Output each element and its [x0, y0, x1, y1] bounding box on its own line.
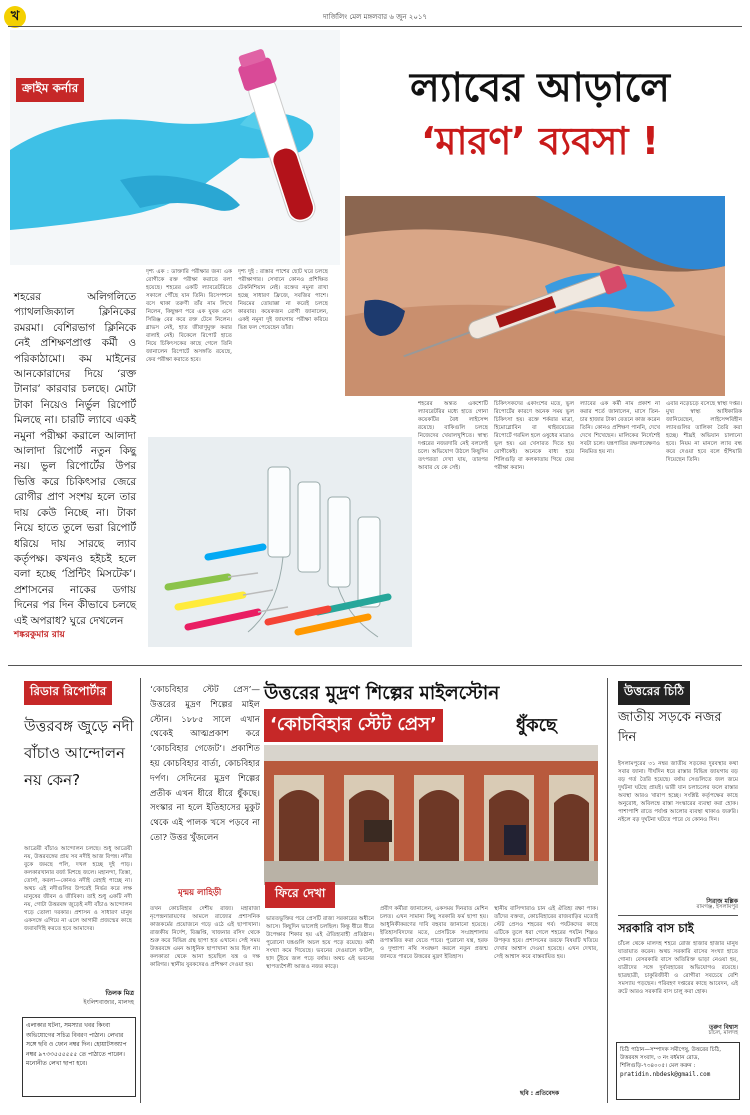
- reader-reporter-tag: রিডার রিপোর্টার: [24, 681, 112, 705]
- press-body-col-2: ভারতভুক্তির পরে প্রেসটি রাজ্য সরকারের অধীনে আসে। কিছুদিন ভালোই চলছিল। কিন্তু ধীরে ধীরে উপেক্ষার শিকার হয় এই ঐতিহ্যবাহী প্রতিষ্ঠান। পুরোনো যন্ত্রগুলি অচল হয়ে পড়ে রয়েছে। কর্মী সংখ্যা কমে গিয়েছে। ভবনের দেওয়ালে ফাটল, ছাদ চুঁইয়ে জল পড়ে বর্ষায়। অথচ এই ভবনের স্থাপত্যশৈলী আজও নজর কাড়ে।: [266, 916, 374, 970]
- col-divider-right: [607, 678, 608, 1103]
- crime-intro-text: শহরের অলিগলিতে প্যাথলজিক্যাল ক্লিনিকের রমরমা। বেশিরভাগ ক্লিনিকে নেই প্রশিক্ষণপ্রাপ্ত কর্মী ও পরিকাঠামো। কম মাইনের আনকোরাদের দিয়ে ‘রক্ত টানার’ কারবার চলছে। মোটা টাকা নিয়েও নির্ভুল রিপোর্ট মিলছে না। চারটি ল্যাবে একই নমুনা পরীক্ষা করালে আলাদা আলাদা রিপোর্ট নতুন কিছু নয়। ভুল রিপোর্টের উপর ভিত্তি করে চিকিৎসার জেরে রোগীর প্রাণ সংশয় হলে তার দায় কেউ নিচ্ছে না। টাকা নিয়ে হাতে তুলে ভরা রিপোর্ট ধরিয়ে দায় সারছে ল্যাব কর্তৃপক্ষ। কখনও হইচই হলে বলা হচ্ছে ‘প্রিন্টিং মিসটেক’। প্রশাসনের নাকের ডগায় দিনের পর দিন কীভাবে চলছে এই অপরাধ? ঘুরে দেখলেন: [14, 291, 136, 627]
- letters-address-box: [616, 1042, 740, 1100]
- crime-body-col-4: চিকিৎসকদের একাংশের মতে, ভুল রিপোর্টের কারণে অনেক সময় ভুল চিকিৎসা হয়। রক্তে শর্করার মাত্রা, হিমোগ্লোবিন বা থাইরয়েডের রিপোর্টে গরমিল হলে ওষুধের মাত্রাও ভুল হয়। এর খেসারত দিতে হয় রোগীকেই। অনেকে বাধ্য হয়ে শিলিগুড়ি বা কলকাতায় গিয়ে ফের পরীক্ষা করান।: [494, 401, 574, 471]
- reader-body: আত্রেয়ী বাঁচাও আন্দোলন চলছে। শুধু আত্রেয়ী নয়, উত্তরবঙ্গের প্রায় সব নদীই আজ বিপন্ন। নদীর বুকে জমছে পলি, দখল হচ্ছে দুই পাড়। কলকারখানার বর্জ্য মিশছে জলে। মহানন্দা, তিস্তা, তোর্সা, করলা—কোনও নদীই রেহাই পাচ্ছে না। অথচ এই নদীগুলির উপরেই নির্ভর করে লক্ষ মানুষের জীবন ও জীবিকা। তাই শুধু একটি নদী নয়, গোটা উত্তরবঙ্গ জুড়েই নদী বাঁচাও আন্দোলন গড়ে তোলা দরকার। প্রশাসন ও সাধারণ মানুষ একসঙ্গে এগিয়ে না এলে আগামী প্রজন্মের কাছে জবাবদিহি করতে হবে আমাদের।: [24, 846, 132, 932]
- reader-contribute-text: এলাকার ঘটনা, সমস্যার খবর কিংবা অভিযোগের সচিত্র বিবরণ পাঠান। লেখার সঙ্গে ছবি ও ফোন নম্বর দিন। হোয়াটসঅ্যাপ নম্বর ৯৭৩৩৫৫৫৫৫৫ তে পাঠাতে পারেন। মনোনীত লেখা ছাপা হবে।: [26, 1022, 127, 1067]
- press-body-col-4: স্থানীয় বাসিন্দারাও চান এই ঐতিহ্য রক্ষা পাক। তাঁদের বক্তব্য, কোচবিহারের রাজবাড়ির মতোই স্টেট প্রেসও শহরের গর্ব। পর্যটকদের কাছে এটিকে তুলে ধরা গেলে শহরের পর্যটন শিল্পও উপকৃত হবে। প্রশাসনের তরফে বিষয়টি খতিয়ে দেখার আশ্বাস দেওয়া হয়েছে। এখন দেখার, সেই আশ্বাস কবে বাস্তবায়িত হয়।: [494, 906, 598, 960]
- col-divider-left: [140, 678, 141, 1103]
- letters-divider: [618, 915, 738, 916]
- letter-1-author: সিরাজ মল্লিক: [706, 898, 738, 905]
- crime-corner-tag: ক্রাইম কর্নার: [16, 78, 84, 102]
- gloved-hand-test-tube-photo: [10, 30, 340, 265]
- photo-credit: ছবি : প্রতিবেদক: [520, 1090, 560, 1097]
- letter-1-place: রামগঞ্জ, ইসলামপুর: [696, 904, 738, 910]
- press-headline-line-2: ‘কোচবিহার স্টেট প্রেস’: [264, 709, 443, 742]
- letter-2-author: তরুণ বিশ্বাস: [708, 1024, 738, 1031]
- crime-body-col-3: শহরের অন্তত একশোটি ল্যাবরেটরির মধ্যে হাতে গোনা কয়েকটির বৈধ লাইসেন্স রয়েছে। বাকিগুলি চলছে নিজেদের খেয়ালখুশিতে। স্বাস্থ্য দপ্তরের নজরদারি নেই বললেই চলে। অভিযোগ উঠলে কিছুদিন তৎপরতা দেখা যায়, তারপর আবার যে কে সেই।: [418, 401, 488, 471]
- press-byline: মৃন্ময় লাহিড়ী: [178, 888, 222, 898]
- letters-address: চিঠি পাঠান—সম্পাদক সমীপেষু, উত্তরের চিঠি, উত্তরবঙ্গ সংবাদ, ৩ নং বর্ধমান রোড, শিলিগুড়ি-৭৩৪০০৫। মেল করুন :: [620, 1047, 721, 1069]
- reader-headline: উত্তরবঙ্গ জুড়ে নদী বাঁচাও আন্দোলন নয় কেন?: [24, 717, 134, 789]
- letter-1-headline: জাতীয় সড়কে নজর দিন: [618, 710, 722, 745]
- press-headline-line-3: ধুঁকছে: [516, 715, 557, 736]
- reader-place: ইংলিশবাজার, মালদহ: [83, 999, 134, 1006]
- crime-intro-box: [10, 288, 140, 638]
- letters-email-link[interactable]: pratidin.nbdesk@gmail.com: [620, 1071, 711, 1078]
- state-press-building-photo: [264, 745, 598, 885]
- blood-draw-photo: [345, 196, 725, 396]
- crime-byline: শঙ্করকুমার রায়: [14, 630, 65, 640]
- crime-body-col-1: দৃশ্য এক : ডাক্তারি পরীক্ষার জন্য এক রোগীকে রক্ত পরীক্ষা করাতে বলা হয়েছে। শহরের একটি ল্যাবরেটরিতে সকালে পৌঁছে যান তিনি। রিসেপশনে বসে থাকা তরুণী তাঁর নাম লিখে নিলেন, কিছুক্ষণ পরে এক যুবক এসে সিরিঞ্জ বের করে রক্ত টেনে নিলেন। গ্লাভস নেই, হাত জীবাণুমুক্ত করার বালাই নেই। বিকেলে রিপোর্ট হাতে নিয়ে চিকিৎসকের কাছে গেলে তিনি জানালেন রিপোর্টে অসঙ্গতি রয়েছে, ফের পরীক্ষা করাতে হবে।: [146, 269, 232, 363]
- press-headline-line-1: উত্তরের মুদ্রণ শিল্পের মাইলস্টোন: [264, 683, 500, 704]
- letters-tag: উত্তরের চিঠি: [618, 681, 690, 705]
- crime-body-col-2: দৃশ্য দুই : রাস্তার পাশের ছোট ঘরে চলছে পরীক্ষাগার। সেখানে কোনও প্রশিক্ষিত টেকনিশিয়ান নেই। রক্তের নমুনা রাখা হচ্ছে সাধারণ ফ্রিজে, সবজির পাশে। নিয়মের তোয়াক্কা না করেই চলছে কারবার। কয়েকজন রোগী জানালেন, একই নমুনা দুই জায়গায় পরীক্ষা করিয়ে ভিন্ন ফল পেয়েছেন তাঁরা।: [238, 269, 328, 331]
- masthead-rule: [8, 26, 742, 27]
- crime-body-col-5: ল্যাবের এক কর্মী নাম প্রকাশ না করার শর্তে জানালেন, মাসে তিন-চার হাজার টাকা বেতনে কাজ করেন তিনি। কোনও প্রশিক্ষণ পাননি, দেখে দেখে শিখেছেন। মালিকের নির্দেশেই সবটা চলে। যন্ত্রপাতির রক্ষণাবেক্ষণও নিয়মিত হয় না।: [580, 401, 660, 455]
- crime-body-col-6: এবার নড়েচড়ে বসেছে স্বাস্থ্য দপ্তর। মুখ্য স্বাস্থ্য আধিকারিক জানিয়েছেন, লাইসেন্সবিহীন ল্যাবগুলির তালিকা তৈরি করা হচ্ছে। শীঘ্রই অভিযান চালানো হবে। নিয়ম না মানলে ল্যাব বন্ধ করে দেওয়া হবে বলে হুঁশিয়ারি দিয়েছেন তিনি।: [666, 401, 742, 463]
- dateline: দার্জিলিং মেল মঙ্গলবার ৬ জুন ২০১৭: [323, 13, 427, 21]
- lab-equipment-photo: [148, 437, 412, 647]
- crime-headline-line-1: ল্যাবের আড়ালে: [410, 65, 670, 111]
- reader-contribute-box: [22, 1017, 136, 1097]
- reader-author: তিলক মিত্র: [105, 989, 134, 997]
- look-back-tag: ফিরে দেখা: [265, 882, 335, 908]
- letter-2-headline: সরকারি বাস চাই: [618, 921, 694, 935]
- crime-headline-line-2: ‘মারণ’ ব্যবসা !: [420, 119, 660, 163]
- letter-2-place: চাঁচল, মালদহ: [708, 1030, 738, 1036]
- letter-2-body: চাঁচল থেকে মালদহ শহরে রোজ হাজার হাজার মানুষ যাতায়াত করেন। অথচ সরকারি বাসের সংখ্যা হাতে গোনা। বেসরকারি বাসে অতিরিক্ত ভাড়া নেওয়া হয়, যাত্রীদের সঙ্গে দুর্ব্যবহারের অভিযোগও রয়েছে। ছাত্রছাত্রী, চাকুরিজীবী ও রোগীরা সবচেয়ে বেশি সমস্যায় পড়ছেন। পরিবহণ দপ্তরের কাছে আবেদন, এই রুটে আরও সরকারি বাস চালু করা হোক।: [618, 941, 738, 995]
- press-intro: ‘কোচবিহার স্টেট প্রেস’—উত্তরের মুদ্রণ শিল্পের মাইল স্টোন। ১৮৮৫ সালে এখান থেকেই আত্মপ্রকাশ করে ‘কোচবিহার গেজেট’। প্রকাশিত হয় কোচবিহার বার্তা, কোচবিহার দর্পণ। সেদিনের মুদ্রণ শিল্পের প্রতীক এখন ধীরে ধীরে ধুঁকছে। সংস্কার না হলে ইতিহাসের মুকুট থেকে এই পালক খসে পড়বে না তো? উত্তর খুঁজলেন: [150, 685, 260, 843]
- section-divider: [8, 665, 742, 666]
- press-body-col-3: প্রবীণ কর্মীরা জানালেন, একসময় দিনরাত মেশিন চলত। এখন সামান্য কিছু সরকারি ফর্ম ছাপা হয়। আধুনিকীকরণের দাবি বহুবার জানানো হয়েছে। ইতিহাসবিদদের মতে, প্রেসটিকে সংগ্রহশালায় রূপান্তরিত করা যেতে পারে। পুরোনো যন্ত্র, হরফ ও দুষ্প্রাপ্য নথি সংরক্ষণ করলে নতুন প্রজন্ম জানতে পারবে উত্তরের মুদ্রণ ইতিহাস।: [380, 906, 488, 960]
- letter-1-body: ইসলামপুরের ৩১ নম্বর জাতীয় সড়কের দুরবস্থার কথা সবার জানা। দীর্ঘদিন ধরে রাস্তার বিভিন্ন জায়গায় বড় বড় গর্ত তৈরি হয়েছে। বর্ষায় সেগুলিতে জল জমে দুর্ঘটনা ঘটছে প্রায়ই। ভারী যান চলাচলের ফলে রাস্তার অবস্থা আরও খারাপ হচ্ছে। সংশ্লিষ্ট কর্তৃপক্ষের কাছে অনুরোধ, অবিলম্বে রাস্তা সংস্কারের ব্যবস্থা করা হোক। পাশাপাশি রাতে পর্যাপ্ত আলোর ব্যবস্থা থাকাও জরুরি। নইলে বড় দুর্ঘটনা ঘটতে পারে যে কোনও দিন।: [618, 761, 738, 823]
- press-body-col-1: তখন কোচবিহার দেশীয় রাজ্য। মহারাজা নৃপেন্দ্রনারায়ণের আমলে রাজ্যের প্রশাসনিক কাজকর্মের প্রয়োজনে গড়ে ওঠে এই ছাপাখানা। রাজকীয় নির্দেশ, বিজ্ঞপ্তি, খাজনার রসিদ থেকে শুরু করে বিভিন্ন গ্রন্থ ছাপা হত এখানে। সেই সময় উত্তরবঙ্গে এমন আধুনিক ছাপাখানা আর ছিল না। কলকাতা থেকে আনা হয়েছিল যন্ত্র ও দক্ষ কারিগর। স্থানীয় যুবকদেরও প্রশিক্ষণ দেওয়া হয়।: [150, 906, 260, 968]
- page-letter-badge: খ: [4, 6, 26, 28]
